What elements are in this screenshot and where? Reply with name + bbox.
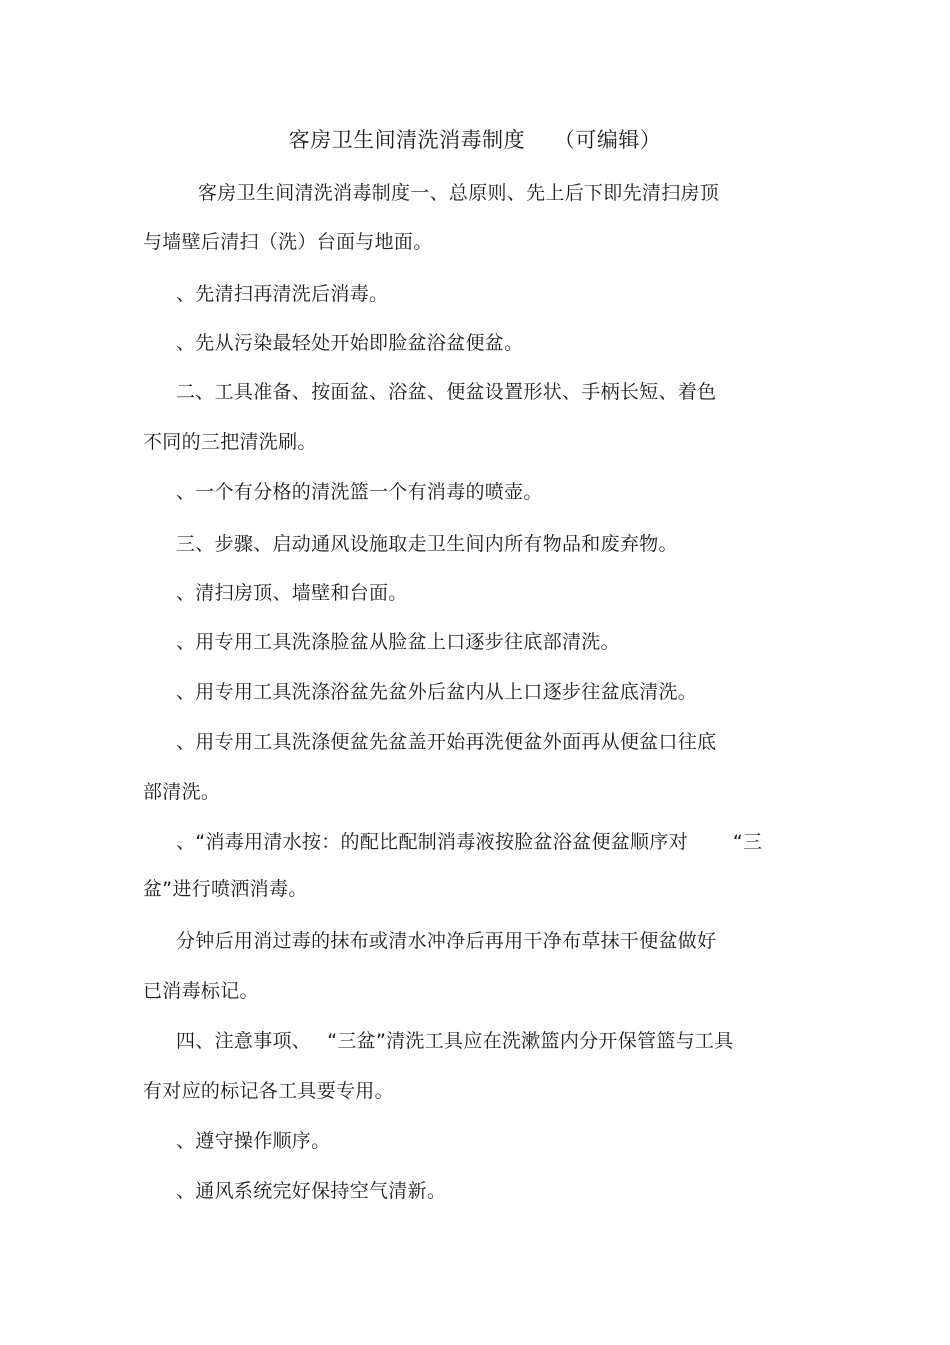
paragraph-line: 、先从污染最轻处开始即脸盆浴盆便盆。	[176, 332, 524, 354]
paragraph-line: 已消毒标记。	[143, 980, 259, 1002]
paragraph-line: 分钟后用消过毒的抹布或清水冲净后再用干净布草抹干便盆做好	[176, 930, 717, 952]
paragraph-line: 、用专用工具洗涤浴盆先盆外后盆内从上口逐步往盆底清洗。	[176, 681, 698, 703]
paragraph-line: 客房卫生间清洗消毒制度一、总原则、先上后下即先清扫房顶	[198, 182, 720, 204]
paragraph-line: 与墙壁后清扫（洗）台面与地面。	[143, 231, 433, 253]
paragraph-line: 三、步骤、启动通风设施取走卫生间内所有物品和废弃物。	[176, 533, 678, 555]
paragraph-line: 、通风系统完好保持空气清新。	[176, 1180, 447, 1202]
paragraph-line: 有对应的标记各工具要专用。	[143, 1080, 394, 1102]
paragraph-line: 、用专用工具洗涤脸盆从脸盆上口逐步往底部清洗。	[176, 631, 620, 653]
paragraph-line: 二、工具准备、按面盆、浴盆、便盆设置形状、手柄长短、着色	[176, 381, 717, 403]
paragraph-line: 四、注意事项、 “三盆”清洗工具应在洗漱篮内分开保管篮与工具	[176, 1030, 734, 1052]
paragraph-line: 、遵守操作顺序。	[176, 1130, 331, 1152]
paragraph-line: 、用专用工具洗涤便盆先盆盖开始再洗便盆外面再从便盆口往底	[176, 731, 717, 753]
paragraph-line: 不同的三把清洗刷。	[143, 431, 317, 453]
paragraph-line: 、先清扫再清洗后消毒。	[176, 283, 389, 305]
paragraph-line: 、清扫房顶、墙壁和台面。	[176, 582, 408, 604]
paragraph-line: 、一个有分格的清洗篮一个有消毒的喷壶。	[176, 481, 543, 503]
document-title: 客房卫生间清洗消毒制度 （可编辑）	[288, 128, 662, 152]
paragraph-line: 、“消毒用清水按：的配比配制消毒液按脸盆浴盆便盆顺序对 “三	[176, 831, 763, 853]
paragraph-line: 部清洗。	[143, 781, 221, 803]
paragraph-line: 盆”进行喷洒消毒。	[143, 878, 308, 900]
